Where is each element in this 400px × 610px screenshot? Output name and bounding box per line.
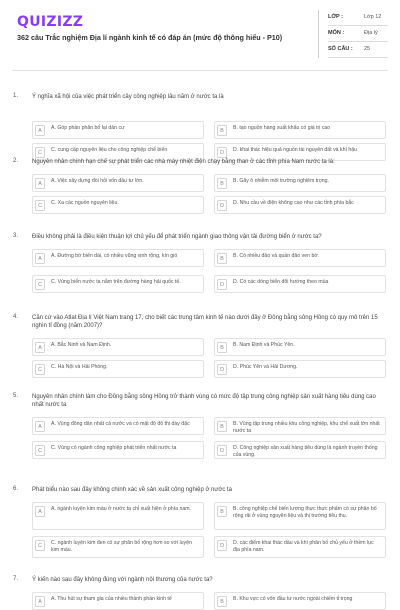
- document-title: 362 câu Trắc nghiệm Địa lí ngành kinh tế có đáp án (mức độ thông hiểu - P10): [17, 33, 283, 42]
- option-letter: D: [217, 279, 227, 290]
- option-letter: C: [35, 200, 45, 211]
- option-text: B. Khu vực có vốn đầu tư nước ngoài chiếm tỉ trọng: [233, 596, 353, 602]
- option-a[interactable]: [32, 417, 204, 435]
- option-text: A. Thu hút sự tham gia của nhiều thành phần kinh tế: [51, 596, 172, 602]
- option-d[interactable]: [214, 536, 386, 558]
- option-d[interactable]: [214, 196, 386, 214]
- option-text: D. Nhu cầu về điện không cao như các tỉnh phía bắc: [233, 200, 354, 206]
- option-b[interactable]: [214, 249, 386, 267]
- option-letter: D: [217, 200, 227, 211]
- option-letter: C: [35, 147, 45, 158]
- option-text: C. Xa các nguồn nguyên liệu.: [51, 200, 119, 206]
- question-number: 1.: [13, 93, 19, 99]
- meta-count-label: SỐ CÂU :: [328, 46, 353, 52]
- option-b[interactable]: [214, 174, 386, 192]
- option-text: B. Nam Định và Phúc Yên.: [233, 342, 295, 348]
- option-a[interactable]: [32, 121, 204, 139]
- question-text: Phát biểu nào sau đây không chính xác về sản xuất công nghiệp ở nước ta: [32, 487, 233, 493]
- question-number: 5.: [13, 393, 19, 399]
- option-letter: B: [217, 596, 227, 607]
- meta-subject-value: Địa lý: [364, 30, 378, 36]
- option-letter: A: [35, 596, 45, 607]
- meta-divider: [328, 57, 388, 58]
- option-letter: B: [217, 421, 227, 432]
- option-c[interactable]: [32, 441, 204, 459]
- option-b[interactable]: [214, 592, 386, 610]
- option-text: B. Có nhiều đảo và quần đảo ven bờ.: [233, 253, 320, 259]
- option-text: A. Góp phần phân bố lại dân cư: [51, 125, 125, 131]
- quizizz-logo: QUIZIZZ: [17, 14, 84, 30]
- option-d[interactable]: [214, 441, 386, 459]
- meta-grade-value: Lớp 12: [364, 14, 382, 20]
- option-text: D. khai thác hiệu quả nguồn tài nguyên đất và khí hậu: [233, 147, 358, 153]
- meta-subject: [328, 28, 388, 42]
- option-text: A. Việc xây dựng đòi hỏi vốn đầu tư lớn.: [51, 178, 144, 184]
- option-text: A. ngành luyện kim màu ở nước ta chỉ xuất hiện ở phía nam.: [51, 506, 191, 512]
- option-letter: B: [217, 253, 227, 264]
- option-b[interactable]: [214, 502, 386, 530]
- option-a[interactable]: [32, 249, 204, 267]
- meta-count: [328, 44, 388, 58]
- option-b[interactable]: [214, 121, 386, 139]
- option-text: B. tạo nguồn hàng xuất khẩu có giá trị cao: [233, 125, 331, 131]
- meta-grade: [328, 12, 388, 26]
- question-number: 6.: [13, 486, 19, 492]
- question-text: Nguyên nhân chính hạn chế sự phát triển các nhà máy nhiệt điện chạy bằng than ở các tỉnh phía Nam nước ta là:: [32, 159, 335, 165]
- header-rule: [12, 70, 388, 71]
- document-header: [0, 0, 400, 66]
- option-letter: B: [217, 342, 227, 353]
- question-number: 4.: [13, 314, 19, 320]
- option-letter: C: [35, 445, 45, 456]
- option-letter: C: [35, 540, 45, 551]
- option-letter: B: [217, 506, 227, 517]
- option-letter: B: [217, 125, 227, 136]
- option-text: C. Vùng biển nước ta nằm trên đường hàng hải quốc tế.: [51, 279, 181, 285]
- question-text: Căn cứ vào Atlat Địa lí Việt Nam trang 17, cho biết các trung tâm kinh tế nào dưới đây ở Đồng bằng sông Hồng có quy mô trên 15 nghìn tỉ đồng (năm 2007)?: [32, 315, 378, 329]
- meta-divider: [328, 41, 388, 42]
- meta-count-value: 25: [364, 46, 371, 52]
- option-letter: A: [35, 253, 45, 264]
- option-letter: A: [35, 125, 45, 136]
- question-text: Ý kiến nào sau đây không đúng với ngành nội thương của nước ta?: [32, 577, 213, 583]
- option-a[interactable]: [32, 338, 204, 356]
- option-letter: D: [217, 445, 227, 456]
- option-text: B. Vùng tập trung nhiều khu công nghiệp, khu chế xuất lớn nhất nước ta: [233, 421, 380, 434]
- question-number: 3.: [13, 233, 19, 239]
- meta-subject-label: MÔN :: [328, 30, 345, 36]
- option-text: C. Hà Nội và Hải Phòng.: [51, 364, 108, 370]
- option-letter: C: [35, 279, 45, 290]
- option-text: D. các điểm khai thác dầu và khí phân bố chủ yếu ở thềm lục địa phía nam.: [233, 540, 374, 553]
- option-text: D. Có các dòng biển đổi hướng theo mùa: [233, 279, 329, 285]
- option-letter: D: [217, 147, 227, 158]
- option-text: A. Đường bờ biển dài, có nhiều vũng vịnh rộng, kín gió: [51, 253, 178, 259]
- option-a[interactable]: [32, 502, 204, 530]
- option-letter: D: [217, 540, 227, 551]
- meta-grade-label: LỚP :: [328, 14, 343, 20]
- option-text: B. Gây ô nhiễm môi trường nghiêm trọng.: [233, 178, 329, 184]
- option-text: B. công nghiệp chế biến lương thực thực phẩm có sự phân bố rộng rãi ở vùng nguyên liệu và thị trường tiêu thụ.: [233, 506, 377, 519]
- option-text: C. Vùng có ngành công nghiệp phát triển nhất nước ta: [51, 445, 177, 451]
- option-d[interactable]: [214, 275, 386, 293]
- question-text: Điều không phải là điều kiện thuận lợi chủ yếu để phát triển ngành giao thông vận tải đường biển ở nước ta?: [32, 234, 322, 240]
- option-text: A. Bắc Ninh và Nam Định.: [51, 342, 112, 348]
- option-letter: A: [35, 178, 45, 189]
- header-divider: [318, 10, 319, 58]
- option-letter: A: [35, 342, 45, 353]
- question-text: Ý nghĩa xã hội của việc phát triển cây công nghiệp lâu năm ở nước ta là: [32, 94, 224, 100]
- option-text: A. Vùng đông dân nhất cả nước và có mật độ đô thị dày đặc: [51, 421, 190, 427]
- option-b[interactable]: [214, 417, 386, 435]
- option-text: D. Phúc Yên và Hải Dương.: [233, 364, 298, 370]
- option-c[interactable]: [32, 275, 204, 293]
- option-c[interactable]: [32, 196, 204, 214]
- option-letter: C: [35, 364, 45, 375]
- option-c[interactable]: [32, 360, 204, 378]
- question-text: Nguyên nhân chính làm cho Đồng bằng sông Hồng trở thành vùng có mức độ tập trung công nghiệp sản xuất hàng tiêu dùng cao nhất nước ta: [32, 394, 376, 408]
- option-letter: B: [217, 178, 227, 189]
- option-letter: A: [35, 506, 45, 517]
- option-text: D. Công nghiệp sản xuất hàng tiêu dùng là ngành truyền thống của vùng.: [233, 445, 378, 458]
- option-a[interactable]: [32, 174, 204, 192]
- option-letter: D: [217, 364, 227, 375]
- question-number: 7.: [13, 576, 19, 582]
- option-d[interactable]: [214, 360, 386, 378]
- option-a[interactable]: [32, 592, 204, 610]
- option-text: C. cung cấp nguyên liệu cho công nghiệp chế biến: [51, 147, 168, 153]
- option-text: C. ngành luyện kim đen có sự phân bố rộng hơn so với luyện kim màu.: [51, 540, 192, 553]
- option-c[interactable]: [32, 536, 204, 558]
- question-number: 2.: [13, 158, 19, 164]
- option-letter: A: [35, 421, 45, 432]
- option-b[interactable]: [214, 338, 386, 356]
- meta-divider: [328, 25, 388, 26]
